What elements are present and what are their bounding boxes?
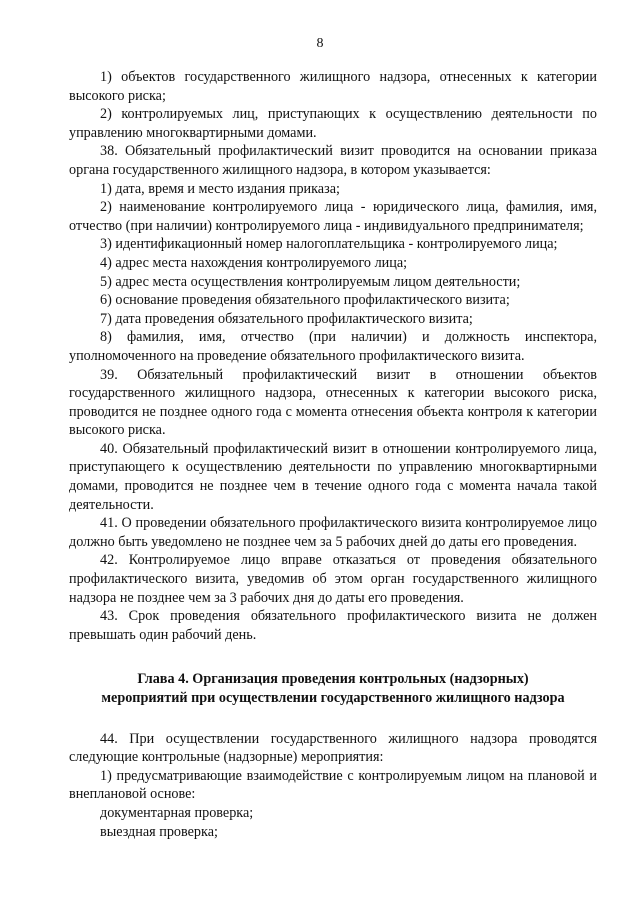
clause-40: 40. Обязательный профилактический визит в отношении контролируемого лица, приступающего к осуществлению деятельности по управлению многоквартирными домами, проводится не позднее чем в течение одного года с момента начала такой деятельности. — [69, 440, 597, 513]
document-body — [69, 68, 597, 841]
clause-38-item-4: 4) адрес места нахождения контролируемого лица; — [100, 254, 408, 271]
chapter-heading — [69, 670, 597, 707]
clause-38-item-5: 5) адрес места осуществления контролируемым лицом деятельности; — [100, 273, 521, 290]
list-item-2-controlled-persons: 2) контролируемых лиц, приступающих к осуществлению деятельности по управлению многоквартирными домами. — [69, 106, 597, 141]
clause-38-item-3: 3) идентификационный номер налогоплательщика - контролируемого лица; — [100, 236, 558, 253]
clause-38-item-1: 1) дата, время и место издания приказа; — [100, 180, 340, 197]
clause-38-item-2: 2) наименование контролируемого лица - юридического лица, фамилия, имя, отчество (при наличии) контролируемого лица - индивидуального предпринимателя; — [69, 199, 597, 234]
clause-38-item-8: 8) фамилия, имя, отчество (при наличии) и должность инспектора, уполномоченного на проведение обязательного профилактического визита. — [69, 329, 597, 364]
chapter-heading-line-1: Глава 4. Организация проведения контрольных (надзорных) — [137, 671, 529, 688]
clause-44: 44. При осуществлении государственного жилищного надзора проводятся следующие контрольные (надзорные) мероприятия: — [69, 730, 597, 766]
chapter-heading-line-2: мероприятий при осуществлении государственного жилищного надзора — [101, 690, 565, 706]
page-number: 8 — [316, 36, 324, 51]
clause-44-documentary-check: документарная проверка; — [100, 804, 254, 821]
section-before-heading — [69, 68, 597, 644]
section-after-heading — [69, 730, 597, 842]
clause-38-item-6: 6) основание проведения обязательного профилактического визита; — [100, 292, 510, 309]
list-item-1-high-risk-objects: 1) объектов государственного жилищного надзора, отнесенных к категории высокого риска; — [69, 69, 597, 104]
clause-38: 38. Обязательный профилактический визит проводится на основании приказа органа государственного жилищного надзора, в котором указывается: — [69, 143, 597, 178]
clause-42: 42. Контролируемое лицо вправе отказаться от проведения обязательного профилактического визита, уведомив об этом орган государственного жилищного надзора не позднее чем за 3 рабочих дня до даты его проведения. — [69, 552, 597, 606]
clause-39: 39. Обязательный профилактический визит в отношении объектов государственного жилищного надзора, отнесенных к категории высокого риска, проводится не позднее одного года с момента отнесения объекта контроля к категории высокого риска. — [69, 366, 597, 439]
clause-44-item-1: 1) предусматривающие взаимодействие с контролируемым лицом на плановой и внеплановой основе: — [69, 767, 597, 803]
clause-41: 41. О проведении обязательного профилактического визита контролируемое лицо должно быть уведомлено не позднее чем за 5 рабочих дней до даты его проведения. — [69, 515, 597, 550]
clause-43: 43. Срок проведения обязательного профилактического визита не должен превышать один рабочий день. — [69, 608, 597, 643]
clause-38-item-7: 7) дата проведения обязательного профилактического визита; — [100, 310, 473, 327]
clause-44-onsite-check: выездная проверка; — [100, 823, 218, 840]
